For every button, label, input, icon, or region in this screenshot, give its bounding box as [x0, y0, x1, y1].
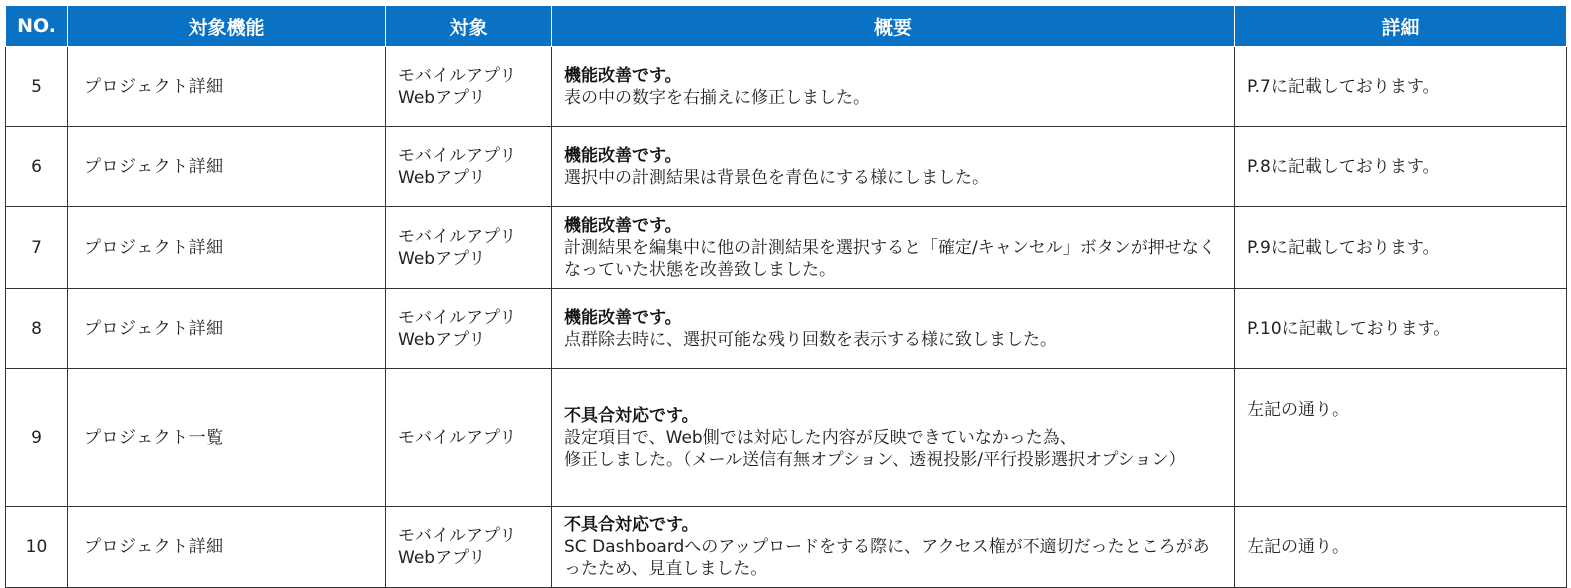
table-row	[6, 207, 1567, 289]
cell-feature: プロジェクト詳細	[68, 127, 386, 207]
table-row	[6, 507, 1567, 588]
cell-detail: P.10に記載しております。	[1235, 289, 1567, 369]
table-row	[6, 369, 1567, 507]
summary-description-line1: 設定項目で、Web側では対応した内容が反映できていなかった為、	[564, 427, 1077, 448]
target-web: Webアプリ	[398, 548, 486, 568]
cell-summary	[552, 127, 1235, 207]
summary-kind: 不具合対応です。	[564, 405, 699, 426]
target-mobile: モバイルアプリ	[398, 427, 517, 448]
cell-no: 10	[6, 507, 68, 588]
cell-detail: 左記の通り。	[1235, 369, 1567, 507]
cell-no: 6	[6, 127, 68, 207]
summary-description: SC Dashboardへのアップロードをする際に、アクセス権が不適切だったところがあったため、見直しました。	[564, 537, 1210, 579]
target-web: Webアプリ	[398, 87, 486, 108]
cell-target	[386, 507, 552, 588]
cell-target	[386, 47, 552, 127]
header-summary: 概要	[552, 6, 1235, 47]
changelog-table	[5, 5, 1567, 588]
cell-detail: P.7に記載しております。	[1235, 47, 1567, 127]
cell-target	[386, 369, 552, 507]
target-mobile: モバイルアプリ	[398, 307, 517, 328]
summary-kind: 機能改善です。	[564, 65, 682, 86]
cell-summary	[552, 289, 1235, 369]
cell-detail: P.9に記載しております。	[1235, 207, 1567, 289]
summary-description: 計測結果を編集中に他の計測結果を選択すると「確定/キャンセル」ボタンが押せなくなっていた状態を改善致しました。	[564, 237, 1216, 280]
cell-no: 7	[6, 207, 68, 289]
header-feature: 対象機能	[68, 6, 386, 47]
target-mobile: モバイルアプリ	[398, 65, 517, 86]
cell-target	[386, 207, 552, 289]
cell-target	[386, 127, 552, 207]
cell-detail: P.8に記載しております。	[1235, 127, 1567, 207]
cell-feature: プロジェクト詳細	[68, 47, 386, 127]
header-row	[6, 6, 1567, 47]
header-detail: 詳細	[1235, 6, 1567, 47]
target-mobile: モバイルアプリ	[398, 145, 517, 166]
summary-kind: 機能改善です。	[564, 145, 682, 166]
cell-summary	[552, 207, 1235, 289]
cell-summary	[552, 369, 1235, 507]
cell-summary	[552, 47, 1235, 127]
summary-kind: 不具合対応です。	[564, 515, 699, 535]
cell-no: 9	[6, 369, 68, 507]
cell-feature: プロジェクト詳細	[68, 207, 386, 289]
summary-description: 点群除去時に、選択可能な残り回数を表示する様に致しました。	[564, 329, 1057, 350]
cell-no: 5	[6, 47, 68, 127]
summary-kind: 機能改善です。	[564, 307, 682, 328]
target-web: Webアプリ	[398, 248, 486, 269]
cell-no: 8	[6, 289, 68, 369]
summary-kind: 機能改善です。	[564, 215, 682, 236]
target-mobile: モバイルアプリ	[398, 226, 517, 247]
cell-feature: プロジェクト詳細	[68, 507, 386, 588]
summary-description: 表の中の数字を右揃えに修正しました。	[564, 87, 870, 108]
table-row	[6, 127, 1567, 207]
target-web: Webアプリ	[398, 329, 486, 350]
cell-feature: プロジェクト詳細	[68, 289, 386, 369]
table-row	[6, 289, 1567, 369]
target-mobile: モバイルアプリ	[398, 526, 517, 546]
target-web: Webアプリ	[398, 167, 486, 188]
cell-feature: プロジェクト一覧	[68, 369, 386, 507]
cell-summary	[552, 507, 1235, 588]
cell-target	[386, 289, 552, 369]
table-row	[6, 47, 1567, 127]
summary-description: 選択中の計測結果は背景色を青色にする様にしました。	[564, 167, 989, 188]
summary-description-line2: 修正しました。（メール送信有無オプション、透視投影/平行投影選択オプション）	[564, 449, 1186, 470]
header-target: 対象	[386, 6, 552, 47]
cell-detail: 左記の通り。	[1235, 507, 1567, 588]
header-no: NO.	[6, 6, 68, 47]
